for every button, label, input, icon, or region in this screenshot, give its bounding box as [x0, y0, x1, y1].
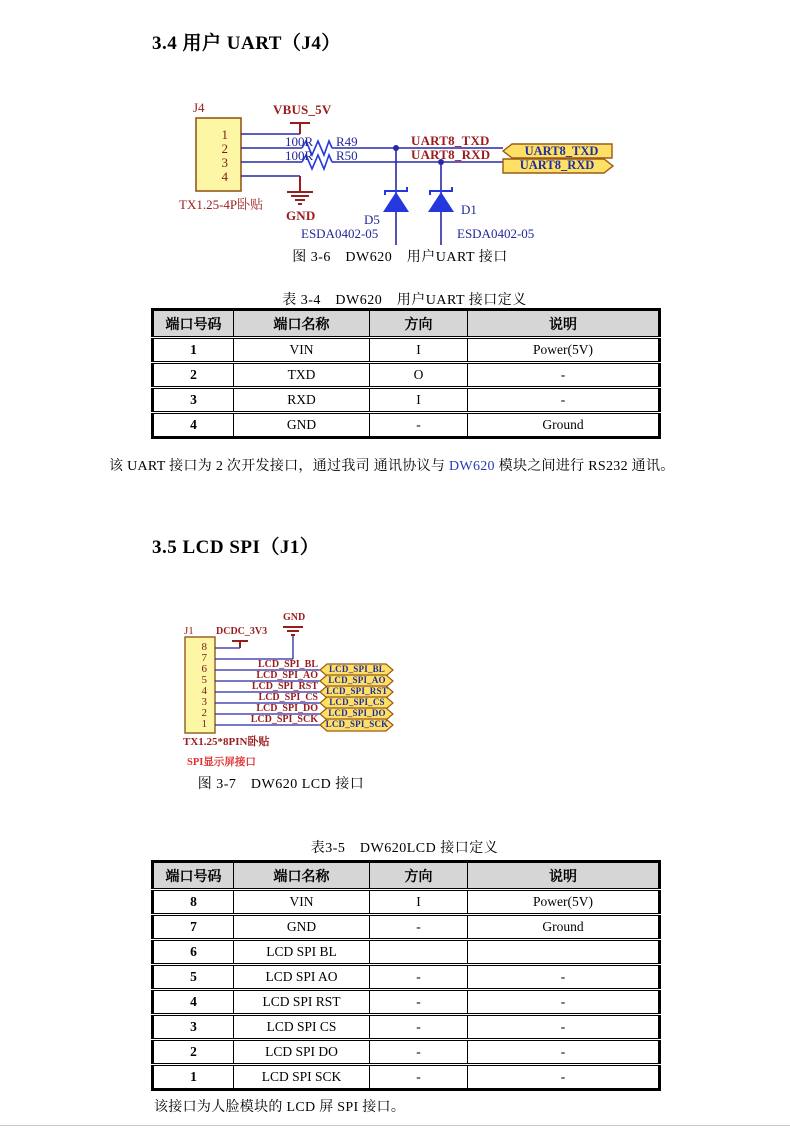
table-row [153, 413, 660, 438]
resistor-value: 100R [285, 148, 314, 163]
table-cell [370, 940, 468, 965]
pin-number: 7 [201, 652, 207, 664]
table-row [153, 990, 660, 1015]
resistor-ref: R50 [336, 148, 358, 163]
pin-number: 4 [221, 169, 228, 184]
table-cell: 7 [153, 915, 234, 940]
pin-number: 8 [201, 641, 207, 653]
table-header-row [153, 310, 660, 338]
connector-package-label: TX1.25*8PIN卧贴 [183, 736, 270, 748]
table-cell: I [370, 338, 468, 363]
net-label-rxd: UART8_RXD [411, 147, 491, 162]
diode-ref: D1 [461, 202, 477, 217]
table-cell: - [468, 388, 660, 413]
pin-number: 2 [221, 141, 228, 156]
header-cell: 端口名称 [234, 862, 370, 890]
table-cell: 8 [153, 890, 234, 915]
connector-package-label: TX1.25-4P卧贴 [179, 197, 264, 212]
gnd-label: GND [283, 612, 306, 623]
page-bottom-edge [0, 1125, 790, 1126]
table-cell: LCD SPI BL [234, 940, 370, 965]
table-cell: GND [234, 413, 370, 438]
diode-part-number: ESDA0402-05 [457, 226, 535, 241]
table-cell: 3 [153, 388, 234, 413]
gnd-symbol [287, 176, 313, 204]
net-label: LCD_SPI_BL [257, 659, 318, 670]
header-cell: 端口名称 [234, 310, 370, 338]
table-row [153, 940, 660, 965]
connector-designator: J4 [193, 100, 205, 115]
table-cell: Ground [468, 413, 660, 438]
table-cell: LCD SPI AO [234, 965, 370, 990]
connector-designator: J1 [184, 625, 194, 637]
table-cell: LCD SPI SCK [234, 1065, 370, 1090]
figure-caption-3-7: 图 3-7 DW620 LCD 接口 [197, 777, 365, 792]
table-cell: Ground [468, 915, 660, 940]
table-cell [468, 940, 660, 965]
pin-number: 6 [201, 663, 207, 675]
header-cell: 端口号码 [153, 310, 234, 338]
table-cell: 4 [153, 413, 234, 438]
table-cell: - [468, 1015, 660, 1040]
table-cell: 6 [153, 940, 234, 965]
uart-note-paragraph [109, 455, 675, 475]
pin-number: 3 [221, 155, 228, 170]
table-cell: - [370, 1065, 468, 1090]
figure-caption-3-6: 图 3-6 DW620 用户UART 接口 [292, 250, 508, 265]
port-tag-label: LCD_SPI_BL [328, 664, 385, 674]
port-tag-label: LCD_SPI_CS [329, 697, 385, 707]
tvs-diode-d5 [383, 187, 409, 212]
table-cell: VIN [234, 890, 370, 915]
table-cell: - [468, 1040, 660, 1065]
net-label: LCD_SPI_DO [256, 703, 318, 714]
diode-part-number: ESDA0402-05 [301, 226, 379, 241]
net-label: LCD_SPI_RST [251, 681, 318, 692]
table-cell: - [370, 413, 468, 438]
port-tag-label: LCD_SPI_DO [328, 708, 386, 718]
table-cell: 3 [153, 1015, 234, 1040]
port-tag-label: LCD_SPI_RST [326, 686, 388, 696]
port-tag-label-rxd: UART8_RXD [519, 158, 595, 172]
table-cell: - [370, 1040, 468, 1065]
section-heading-uart: 3.4 用户 UART（J4） [152, 33, 341, 54]
table-cell: - [468, 363, 660, 388]
table-cell: O [370, 363, 468, 388]
net-label: LCD_SPI_AO [256, 670, 318, 681]
table-cell: - [468, 1065, 660, 1090]
table-cell: Power(5V) [468, 338, 660, 363]
table-row [153, 1015, 660, 1040]
spi-display-port-label: SPI显示屏接口 [187, 757, 256, 768]
tvs-diode-d1 [428, 187, 454, 212]
note-model-name: DW620 [449, 459, 495, 474]
resistor-value: 100R [285, 134, 314, 149]
pin-number: 1 [221, 127, 228, 142]
table-cell: - [370, 1015, 468, 1040]
pin-number: 4 [201, 685, 207, 697]
vbus-power-symbol [290, 123, 310, 134]
table-caption-3-4: 表 3-4 DW620 用户UART 接口定义 [282, 293, 527, 308]
table-cell: RXD [234, 388, 370, 413]
table-row [153, 1040, 660, 1065]
table-cell: GND [234, 915, 370, 940]
lcd-note-paragraph: 该接口为人脸模块的 LCD 屏 SPI 接口。 [154, 1100, 406, 1115]
pin-number: 3 [201, 696, 207, 708]
net-label-txd: UART8_TXD [411, 133, 490, 148]
table-cell: 2 [153, 1040, 234, 1065]
table-row [153, 965, 660, 990]
table-cell: - [370, 990, 468, 1015]
table-cell: 4 [153, 990, 234, 1015]
table-row [153, 1065, 660, 1090]
note-text: 该 UART 接口为 2 次开发接口，通过我司 通讯协议与 [109, 459, 450, 474]
table-row [153, 388, 660, 413]
uart-schematic-figure [180, 85, 640, 265]
diode-ref: D5 [364, 212, 380, 227]
header-cell: 端口号码 [153, 862, 234, 890]
header-cell: 方向 [370, 310, 468, 338]
port-tag-label-txd: UART8_TXD [524, 144, 599, 158]
table-header-row [153, 862, 660, 890]
port-tag-label: LCD_SPI_AO [328, 675, 386, 685]
pin-number: 1 [201, 718, 207, 730]
header-cell: 说明 [468, 862, 660, 890]
uart-port-table [151, 308, 661, 439]
dcdc-power-symbol [232, 641, 248, 648]
table-cell: Power(5V) [468, 890, 660, 915]
table-cell: TXD [234, 363, 370, 388]
table-cell: I [370, 890, 468, 915]
table-cell: LCD SPI CS [234, 1015, 370, 1040]
table-cell: - [370, 965, 468, 990]
table-row [153, 915, 660, 940]
vbus-net-label: VBUS_5V [273, 102, 332, 117]
resistor-ref: R49 [336, 134, 358, 149]
header-cell: 方向 [370, 862, 468, 890]
gnd-symbol [283, 627, 303, 635]
table-row [153, 363, 660, 388]
table-cell: I [370, 388, 468, 413]
lcd-port-table [151, 860, 661, 1091]
table-cell: - [468, 965, 660, 990]
net-label: LCD_SPI_CS [258, 692, 318, 703]
table-cell: LCD SPI RST [234, 990, 370, 1015]
gnd-label: GND [286, 208, 316, 223]
table-cell: 2 [153, 363, 234, 388]
pin-number: 5 [201, 674, 207, 686]
section-heading-lcd: 3.5 LCD SPI（J1） [152, 537, 320, 558]
table-row [153, 338, 660, 363]
note-text: 模块之间进行 RS232 通讯。 [494, 459, 675, 474]
table-cell: LCD SPI DO [234, 1040, 370, 1065]
junction-dot [393, 145, 399, 151]
table-caption-3-5: 表3-5 DW620LCD 接口定义 [310, 841, 499, 856]
table-cell: VIN [234, 338, 370, 363]
port-tag-label: LCD_SPI_SCK [325, 719, 389, 729]
table-cell: 5 [153, 965, 234, 990]
dcdc-net-label: DCDC_3V3 [216, 626, 268, 637]
pin-number: 2 [201, 707, 207, 719]
table-cell: - [370, 915, 468, 940]
table-cell: - [468, 990, 660, 1015]
table-row [153, 890, 660, 915]
net-label: LCD_SPI_SCK [250, 714, 318, 725]
table-cell: 1 [153, 338, 234, 363]
header-cell: 说明 [468, 310, 660, 338]
table-cell: 1 [153, 1065, 234, 1090]
